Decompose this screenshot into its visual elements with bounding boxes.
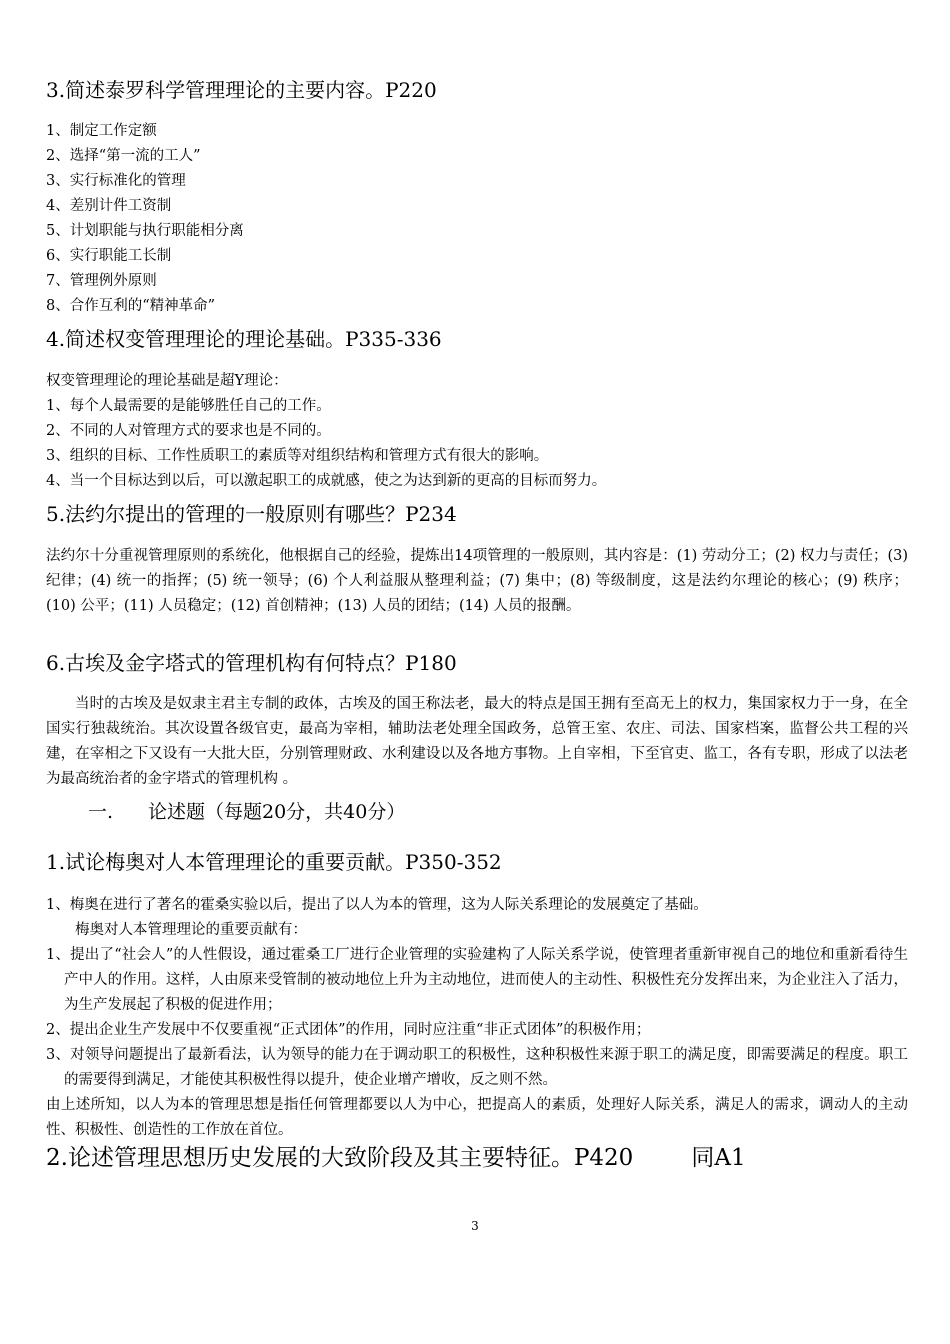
essay-2-note: 同A1 [691,1145,746,1171]
question-4-heading: 4.简述权变管理理论的理论基础。P335-336 [46,327,442,351]
question-6-answer: 当时的古埃及是奴隶主君主专制的政体，古埃及的国王称法老，最大的特点是国王拥有至高无上的权力，集国家权力于一身，在全国实行独裁统治。其次设置各级官吏，最高为宰相，辅助法老处理全国政务，总管王室、农庄、司法、国家档案，监督公共工程的兴建，在宰相之下又设有一大批大臣，分别管理财政、水利建设以及各地方事物。上自宰相，下至官吏、监工，各有专职，形成了以法老为最高统治者的金字塔式的管理机构 。 [46,696,908,787]
essay-2-heading [46,1142,746,1174]
list-item: 1、制定工作定额 [46,123,157,139]
page-number: 3 [471,1219,479,1233]
question-4-intro: 权变管理理论的理论基础是超Y理论： [46,373,288,389]
list-item: 3、对领导问题提出了最新看法，认为领导的能力在于调动职工的积极性，这种积极性来源于职工的满足度，即需要满足的程度。职工的需要得到满足，才能使其积极性得以提升，使企业增产增收，反之则不然。 [46,1047,908,1088]
list-item: 3、组织的目标、工作性质职工的素质等对组织结构和管理方式有很大的影响。 [46,448,549,464]
question-5-answer: 法约尔十分重视管理原则的系统化，他根据自己的经验，提炼出14项管理的一般原则，其内容是：(1) 劳动分工；(2) 权力与责任；(3) 纪律；(4) 统一的指挥；(5) 统一领导；(6) 个人利益服从整理利益；(7) 集中；(8) 等级制度，这是法约尔理论的核心；(9) 秩序；(10) 公平；(11) 人员稳定；(12) 首创精神；(13) 人员的团结；(14) 人员的报酬。 [46,548,908,614]
essay-1-subheading: 梅奥对人本管理理论的重要贡献有： [75,922,307,938]
list-item: 8、合作互利的“精神革命” [46,298,216,314]
section-title: 论述题（每题20分，共40分） [148,801,406,823]
list-item: 2、提出企业生产发展中不仅要重视“正式团体”的作用，同时应注重“非正式团体”的积极作用； [46,1022,651,1038]
list-item: 2、选择“第一流的工人” [46,148,201,164]
section-heading [88,798,405,826]
list-item: 7、管理例外原则 [46,273,157,289]
list-item: 5、计划职能与执行职能相分离 [46,223,244,239]
list-item: 2、不同的人对管理方式的要求也是不同的。 [46,423,331,439]
essay-1-paragraph: 1、梅奥在进行了著名的霍桑实验以后，提出了以人为本的管理，这为人际关系理论的发展奠定了基础。 [46,897,708,913]
question-6-heading: 6.古埃及金字塔式的管理机构有何特点？P180 [46,651,457,675]
list-item: 1、每个人最需要的是能够胜任自己的工作。 [46,398,331,414]
section-number: 一. [88,801,114,823]
list-item: 1、提出了“社会人”的人性假设，通过霍桑工厂进行企业管理的实验建构了人际关系学说，使管理者重新审视自己的地位和重新看待生产中人的作用。这样，人由原来受管制的被动地位上升为主动地位，进而使人的主动性、积极性充分发挥出来，为企业注入了活力，为生产发展起了积极的促进作用； [46,947,908,1013]
essay-1-heading: 1.试论梅奥对人本管理理论的重要贡献。P350-352 [46,850,502,874]
essay-2-title: 2.论述管理思想历史发展的大致阶段及其主要特征。P420 [46,1145,634,1171]
question-3-heading: 3.简述泰罗科学管理理论的主要内容。P220 [46,78,437,102]
list-item: 3、实行标准化的管理 [46,173,186,189]
list-item: 6、实行职能工长制 [46,248,172,264]
list-item: 4、差别计件工资制 [46,198,172,214]
list-item: 4、当一个目标达到以后，可以激起职工的成就感，使之为达到新的更高的目标而努力。 [46,473,607,489]
question-5-heading: 5.法约尔提出的管理的一般原则有哪些？P234 [46,502,457,526]
essay-1-conclusion: 由上述所知，以人为本的管理思想是指任何管理都要以人为中心，把提高人的素质，处理好人际关系，满足人的需求，调动人的主动性、积极性、创造性的工作放在首位。 [46,1097,908,1138]
